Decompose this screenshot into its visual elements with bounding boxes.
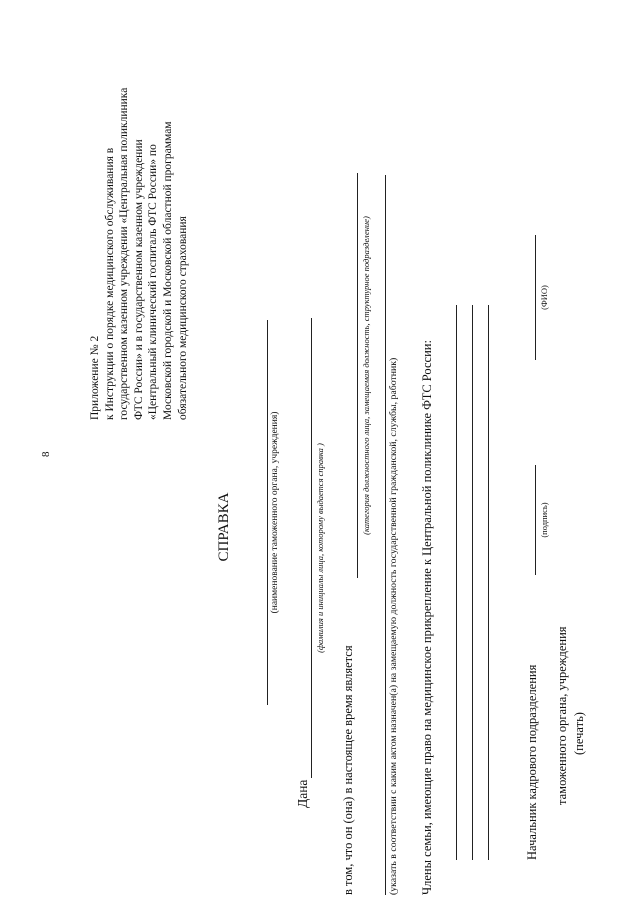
- head-title-line2: таможенного органа, учреждения: [555, 626, 569, 805]
- currently-text: в том, что он (она) в настоящее время является: [341, 645, 355, 895]
- appendix-line: ФТС России» и в государственном казенном учреждении: [132, 139, 145, 420]
- appendix-line: «Центральный клинический госпиталь ФТС России» по: [147, 144, 160, 420]
- position-line: [357, 173, 358, 578]
- issued-to-line: [311, 318, 312, 778]
- customs-org-caption: (наименование таможенного органа, учреждения): [270, 411, 280, 614]
- family-line: [472, 305, 473, 860]
- name-caption: (ФИО): [539, 285, 549, 310]
- appendix-line: государственном казенном учреждении «Центральная поликлиника: [118, 87, 131, 420]
- appendix-line: к Инструкции о порядке медицинского обслуживания в: [103, 147, 116, 420]
- issued-to-label: Дана: [295, 779, 310, 808]
- customs-org-line: [267, 320, 268, 705]
- name-line: [535, 235, 536, 360]
- position-caption: (категория должностного лица, замещаемая должность, структурное подразделение): [361, 216, 371, 535]
- issued-to-caption: (фамилия и инициалы лица, которому выдается справка ): [315, 443, 325, 653]
- act-text: (указать в соответствии с каким актом назначен(а) на замещаемую должность государственной гражданской, службы, работник): [388, 357, 399, 895]
- act-line: [385, 175, 386, 895]
- signature-caption: (подпись): [539, 502, 549, 538]
- appendix-line: обязательного медицинского страхования: [176, 216, 189, 420]
- signature-line: [535, 465, 536, 575]
- stamp-label: (печать): [572, 712, 586, 755]
- family-line: [456, 305, 457, 860]
- appendix-line: Московской городской и Московской областной программам: [161, 121, 174, 420]
- appendix-line: Приложение № 2: [89, 335, 101, 420]
- appendix-header: [88, 88, 190, 420]
- head-title-line1: Начальник кадрового подразделения: [525, 664, 539, 860]
- family-line: [488, 305, 489, 860]
- page-number: 8: [40, 451, 52, 457]
- family-text: Члены семьи, имеющие право на медицинское прикрепление к Центральной поликлинике ФТС России:: [420, 340, 434, 895]
- document-title: СПРАВКА: [216, 492, 232, 562]
